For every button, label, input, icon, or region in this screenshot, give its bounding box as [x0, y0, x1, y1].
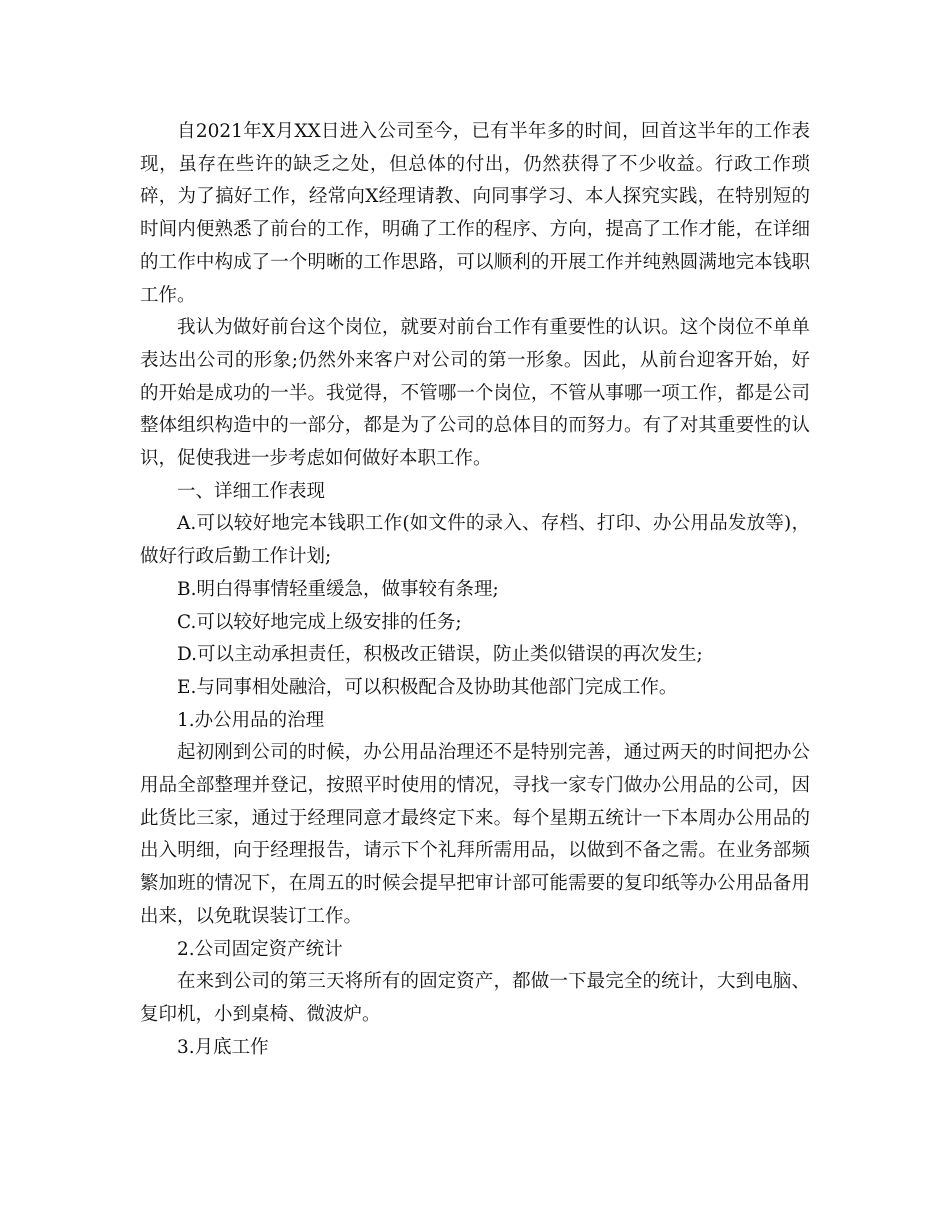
list-item-c: C.可以较好地完成上级安排的任务; — [177, 611, 462, 633]
document-page — [140, 116, 810, 1064]
subheading-fixed-assets: 2.公司固定资产统计 — [177, 938, 343, 960]
list-item-b: B.明白得事情轻重缓急，做事较有条理; — [177, 578, 499, 600]
office-supplies-paragraph: 起初刚到公司的时候，办公用品治理还不是特别完善，通过两天的时间把办公用品全部整理并登记，按照平时使用的情况，寻找一家专门做办公用品的公司，因此货比三家，通过于经理同意才最终定下来。每个星期五统计一下本周办公用品的出入明细，向于经理报告，请示下个礼拜所需用品，以做到不备之需。在业务部频繁加班的情况下，在周五的时候会提早把审计部可能需要的复印纸等办公用品备用出来，以免耽误装订工作。 — [140, 742, 810, 927]
list-item-e: E.与同事相处融洽，可以积极配合及协助其他部门完成工作。 — [177, 676, 678, 698]
section-heading-work-performance: 一、详细工作表现 — [177, 480, 326, 502]
subheading-office-supplies: 1.办公用品的治理 — [177, 709, 325, 731]
fixed-assets-paragraph: 在来到公司的第三天将所有的固定资产，都做一下最完全的统计，大到电脑、复印机，小到桌椅、微波炉。 — [140, 971, 810, 1025]
list-item-a: A.可以较好地完本钱职工作(如文件的录入、存档、打印、办公用品发放等)，做好行政后勤工作计划; — [140, 513, 810, 568]
list-item-d: D.可以主动承担责任，积极改正错误，防止类似错误的再次发生; — [177, 644, 703, 666]
role-awareness-paragraph: 我认为做好前台这个岗位，就要对前台工作有重要性的认识。这个岗位不单单表达出公司的形象;仍然外来客户对公司的第一形象。因此，从前台迎客开始，好的开始是成功的一半。我觉得，不管哪一个岗位，不管从事哪一项工作，都是公司整体组织构造中的一部分，都是为了公司的总体目的而努力。有了对其重要性的认识，促使我进一步考虑如何做好本职工作。 — [140, 317, 810, 470]
subheading-month-end-work: 3.月底工作 — [177, 1036, 269, 1058]
intro-paragraph: 自2021年X月XX日进入公司至今，已有半年多的时间，回首这半年的工作表现，虽存在些许的缺乏之处，但总体的付出，仍然获得了不少收益。行政工作琐碎，为了搞好工作，经常向X经理请教、向同事学习、本人探究实践，在特别短的时间内便熟悉了前台的工作，明确了工作的程序、方向，提高了工作才能，在详细的工作中构成了一个明晰的工作思路，可以顺利的开展工作并纯熟圆满地完本钱职工作。 — [140, 121, 810, 306]
